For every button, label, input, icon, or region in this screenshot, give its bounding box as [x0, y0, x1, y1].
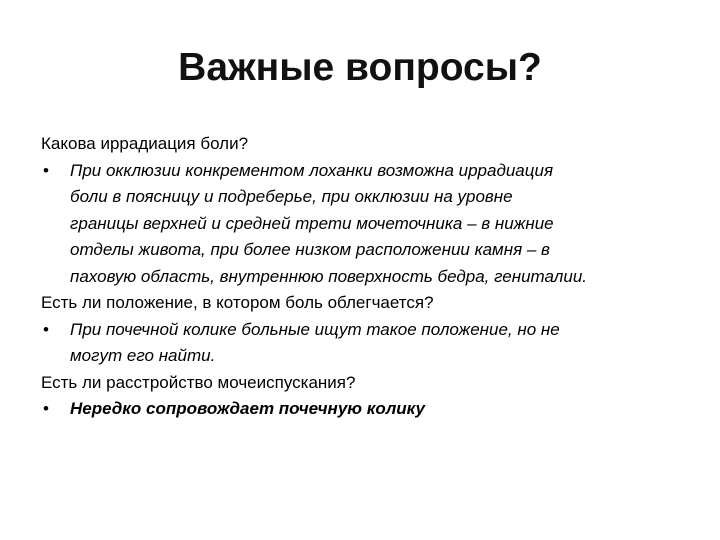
answer-irradiation — [41, 158, 701, 291]
slide-body — [41, 131, 701, 423]
answer-line: паховую область, внутреннюю поверхность бедра, гениталии. — [70, 266, 588, 286]
question-position: Есть ли положение, в котором боль облегчается? — [41, 293, 434, 312]
slide-title: Важные вопросы? — [178, 46, 542, 89]
question-irradiation: Какова иррадиация боли? — [41, 134, 249, 153]
answer-line: При окклюзии конкрементом лоханки возможна иррадиация — [70, 160, 554, 180]
answer-text — [70, 158, 701, 291]
bullet-marker: • — [43, 160, 49, 180]
answer-position — [41, 317, 701, 370]
answer-line: отделы живота, при более низком расположении камня – в — [70, 240, 550, 259]
bullet-marker: • — [43, 399, 49, 418]
answer-text — [70, 317, 701, 370]
answer-text — [70, 396, 701, 423]
question-urination: Есть ли расстройство мочеиспускания? — [41, 372, 356, 392]
answer-urination — [41, 396, 701, 423]
answer-line: могут его найти. — [70, 346, 216, 365]
answer-line: боли в поясницу и подреберье, при окклюзии на уровне — [70, 187, 513, 206]
answer-line: границы верхней и средней трети мочеточника – в нижние — [70, 213, 554, 233]
answer-line: Нередко сопровождает почечную колику — [70, 399, 425, 418]
answer-line: При почечной колике больные ищут такое положение, но не — [70, 319, 560, 339]
bullet-marker: • — [43, 319, 49, 339]
